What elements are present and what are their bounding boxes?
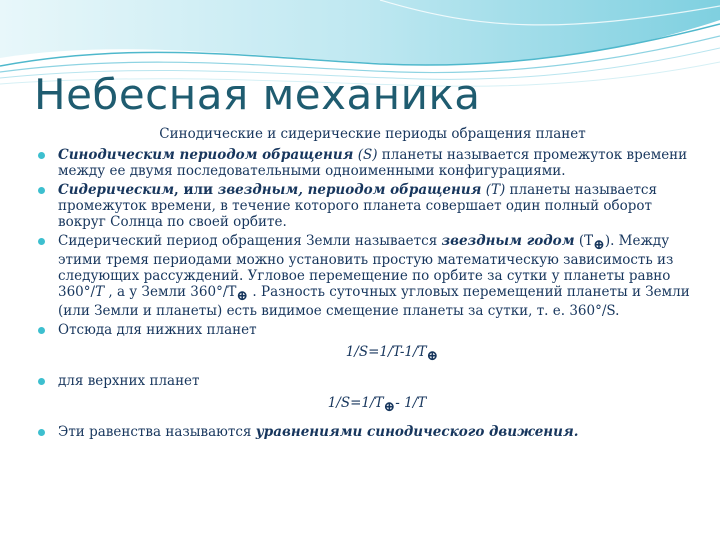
bullet-inner-planets — [38, 322, 698, 338]
p6-a: Эти равенства называются — [58, 424, 256, 440]
bullet-icon — [38, 238, 45, 245]
conj-or: , или — [174, 182, 218, 198]
term-synodic-equations: уравнениями синодического движения. — [255, 424, 579, 440]
formula1-text: 1/S=1/T-1/T — [345, 344, 427, 360]
earth-icon: ⊕ — [383, 399, 396, 415]
p3-b: (T — [574, 233, 594, 249]
p1-rest: планеты называется промежуток времени между ее двумя последовательными одноименными конфигурациями. — [58, 147, 688, 179]
p3-a: Сидерический период обращения Земли называется — [58, 233, 442, 249]
term-sidereal: Сидерическим — [58, 182, 175, 198]
bullet-synodic-definition — [38, 147, 698, 179]
bullet-icon — [38, 378, 45, 385]
bullet-icon — [38, 152, 45, 159]
term-stellar-year: звездным годом — [441, 233, 575, 249]
slide-subtitle: Синодические и сидерические периоды обращения планет — [159, 126, 586, 142]
p2-rest: планеты называется промежуток времени, в течение которого планета совершает один полный оборот вокруг Солнца по своей орбите. — [58, 182, 658, 230]
formula-inner-planets — [38, 344, 698, 363]
earth-icon: ⊕ — [426, 348, 439, 364]
p4-text: Отсюда для нижних планет — [58, 322, 257, 338]
earth-icon: ⊕ — [236, 288, 249, 304]
var-t: (T) — [485, 182, 506, 198]
formula2-a: 1/S=1/T — [327, 395, 384, 411]
formula2-b: - 1/T — [395, 395, 427, 411]
earth-icon: ⊕ — [593, 237, 605, 253]
formula-outer-planets — [38, 395, 698, 414]
bullet-icon — [38, 429, 45, 436]
term-stellar-period: звездным, периодом обращения — [217, 182, 482, 198]
bullet-sidereal-definition — [38, 182, 698, 230]
p3-e: . Разность суточных угловых перемещений планеты и Земли (или Земли и планеты) есть видимое смещение планеты за сутки, т. е. 360°/S. — [58, 284, 690, 319]
bullet-outer-planets — [38, 373, 698, 389]
bullet-synodic-equations — [38, 424, 698, 440]
var-t-2: T — [95, 284, 105, 300]
p5-text: для верхних планет — [58, 373, 200, 389]
bullet-icon — [38, 327, 45, 334]
p3-c: ). Между этими тремя периодами можно установить простую математическую зависимость из следующих рассуждений. Угловое перемещение по орбите за сутки у планеты равно 360°/ — [58, 233, 674, 300]
bullet-icon — [38, 187, 45, 194]
bullet-stellar-year — [38, 233, 698, 319]
slide-content — [38, 147, 698, 443]
term-synodic-period: Синодическим периодом обращения — [58, 147, 354, 163]
slide-title: Небесная механика — [34, 70, 481, 119]
p3-d: , а у Земли 360°/T — [104, 284, 237, 300]
var-s: (S) — [357, 147, 378, 163]
